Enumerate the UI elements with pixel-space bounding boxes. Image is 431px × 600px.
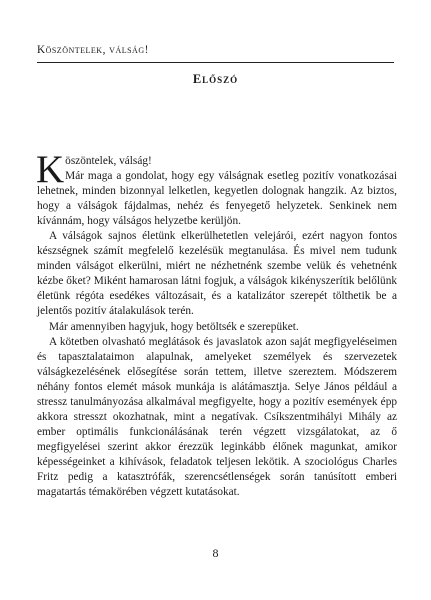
paragraph-text: Már maga a gondolat, hogy egy válságnak esetleg pozitív vonatkozásai lehetnek, minden bizonnyal lelketlen, kegyetlen dolognak hangzik. Az biztos, hogy a válságok fájdalmas, nehéz és fenyegető helyzetek. Senkinek nem kívánnám, hogy válságos helyzetbe kerüljön. xyxy=(37,170,397,228)
paragraph-4: A kötetben olvasható meglátások és javaslatok azon saját megfigyeléseimen és tapasztalataimon alapulnak, amelyeket személyek és szervezetek válságkezelésének elősegítése során tettem, illetve szereztem. Módszerem néhány fontos elemét mások munkája is alátámasztja. Selye János például a stressz tanulmányozása alkalmával megfigyelte, hogy a pozitív események épp akkora stresszt okozhatnak, mint a negatívak. Csíkszentmihályi Mihály az ember optimális funkcionálásának terén végzett vizsgálatokat, az ő megfigyelései szerint akkor érezzük leginkább élőnek magunkat, amikor képességeinket a kihívások, feladatok teljesen lekötik. A szociológus Charles Fritz pedig a katasztrófák, szerencsétlenségek során tanúsított emberi magatartás témakörében végzett kutatásokat. xyxy=(37,335,397,499)
header-rule xyxy=(37,62,394,63)
chapter-title: Előszó xyxy=(192,72,239,86)
paragraph-1 xyxy=(36,148,397,229)
body-text xyxy=(36,148,397,500)
drop-cap: K xyxy=(36,148,65,191)
paragraph-3: Már amennyiben hagyjuk, hogy betöltsék e szerepüket. xyxy=(49,320,299,333)
paragraph-2: A válságok sajnos életünk elkerülhetetlen velejárói, ezért nagyon fontos készségnek számít megfelelő kezelésük megtanulása. És mivel nem tudunk minden válságot elkerülni, miért ne nézhetnénk szembe velük és vehetnénk kézbe őket? Miként hamarosan látni fogjuk, a válságok kikényszerítik belőlünk életünk régóta esedékes változásait, és a katalizátor szerepét tölthetik be a jelentős pozitív átalakulások terén. xyxy=(37,230,397,318)
page-number: 8 xyxy=(212,546,219,560)
paragraph-lead: öszöntelek, válság! xyxy=(65,155,152,167)
running-header: Köszöntelek, válság! xyxy=(37,44,149,56)
